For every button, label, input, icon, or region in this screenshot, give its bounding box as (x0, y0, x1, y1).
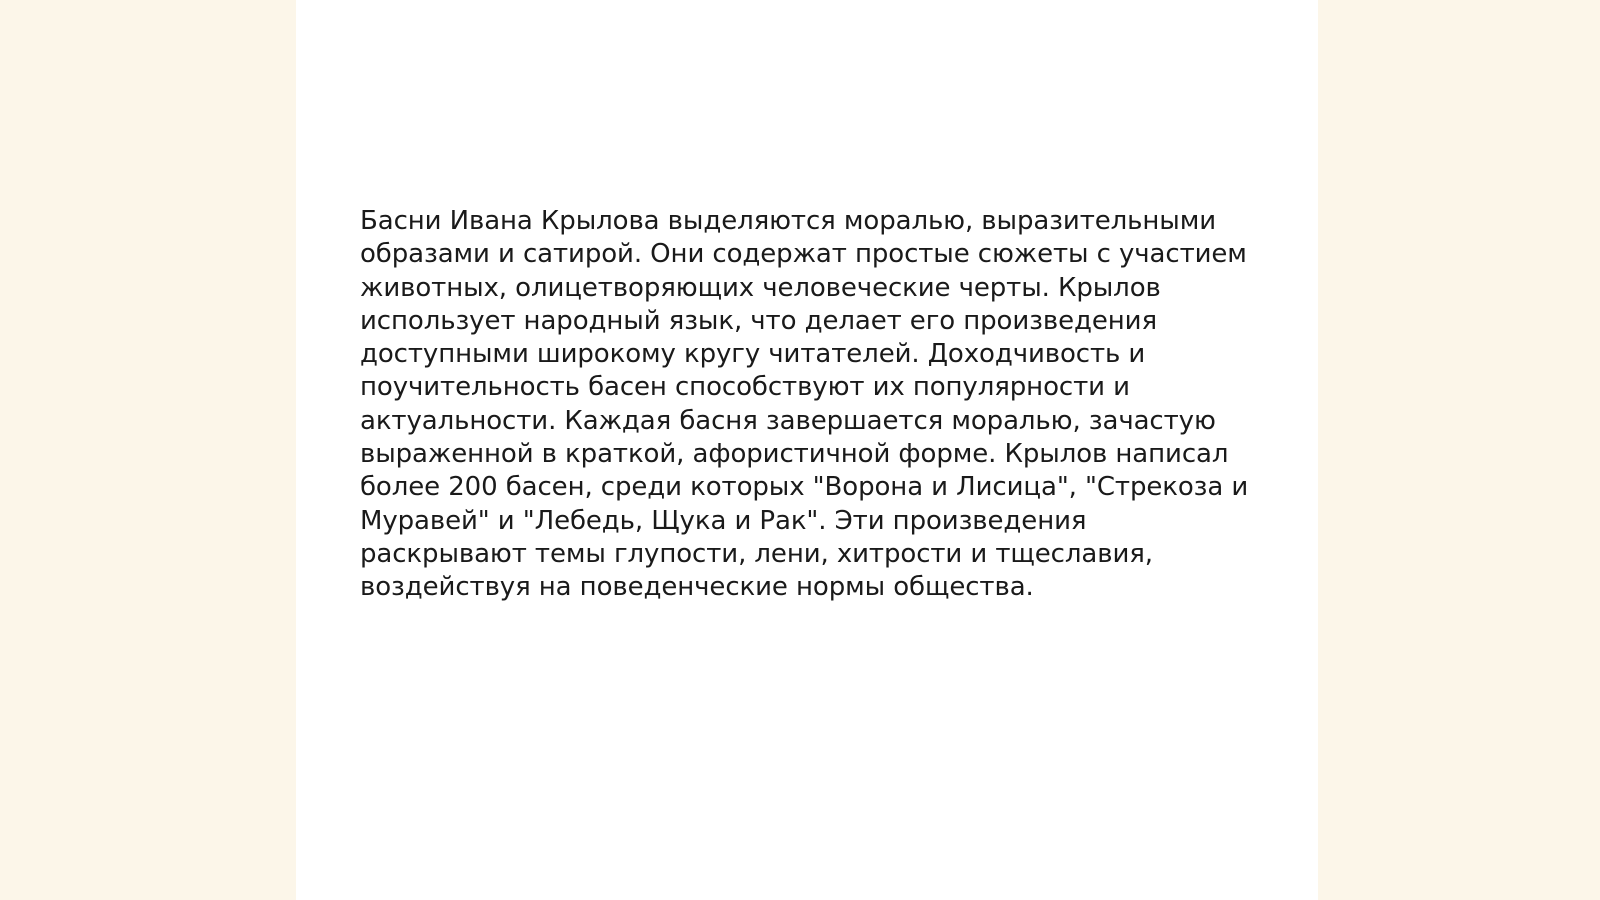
paragraph-line: поучительность басен способствуют их популярности и (360, 372, 1130, 403)
body-paragraph (360, 205, 1260, 605)
paragraph-line: более 200 басен, среди которых "Ворона и Лисица", "Стрекоза и (360, 472, 1249, 503)
paragraph-line: животных, олицетворяющих человеческие черты. Крылов (360, 272, 1161, 303)
paragraph-line: Муравей" и "Лебедь, Щука и Рак". Эти произведения (360, 505, 1087, 536)
paragraph-line: раскрывают темы глупости, лени, хитрости и тщеславия, (360, 538, 1153, 569)
document-sheet (296, 0, 1318, 900)
paragraph-line: выраженной в краткой, афористичной форме. Крылов написал (360, 439, 1229, 470)
paragraph-line: использует народный язык, что делает его произведения (360, 305, 1157, 336)
paragraph-line: образами и сатирой. Они содержат простые сюжеты с участием (360, 239, 1247, 270)
paragraph-line: Басни Ивана Крылова выделяются моралью, выразительными (360, 206, 1217, 236)
paragraph-line: доступными широкому кругу читателей. Доходчивость и (360, 339, 1146, 370)
paragraph-line: актуальности. Каждая басня завершается моралью, зачастую (360, 405, 1216, 436)
paragraph-line: воздействуя на поведенческие нормы общества. (360, 572, 1034, 603)
